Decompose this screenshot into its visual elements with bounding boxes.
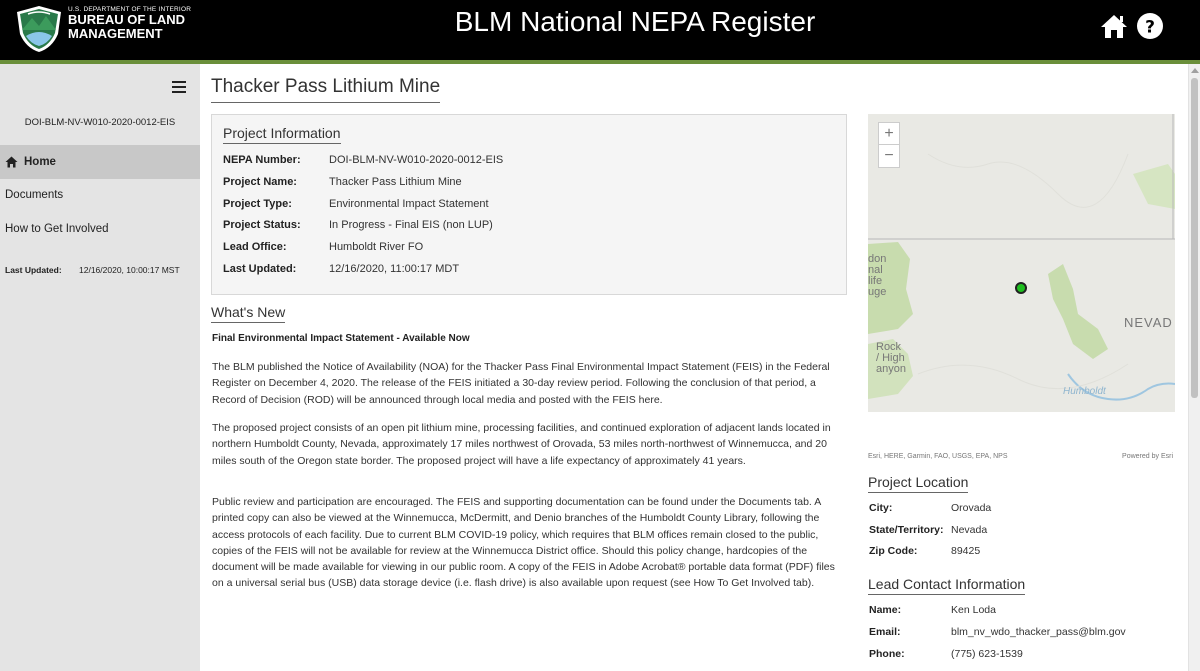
zoom-in-button[interactable]: + [879, 123, 899, 145]
whats-new-title: What's New [211, 304, 285, 323]
main-content [200, 64, 1188, 671]
sidebar-item-documents[interactable] [0, 178, 200, 212]
map-label: / High [876, 352, 905, 364]
agency-name-line1: BUREAU OF LAND [68, 12, 185, 27]
scrollbar-thumb[interactable] [1191, 78, 1198, 398]
sidebar-last-updated [5, 265, 180, 275]
contact-row-name [869, 604, 996, 616]
location-label: City: [869, 502, 893, 514]
location-label: State/Territory: [869, 524, 944, 536]
whats-new-paragraph: Public review and participation are encouraged. The FEIS and supporting documentation can be found under the Documents tab. A printed copy can also be viewed at the Winnemucca, McDermitt, and Denio branches of the Humboldt County Library, following the access protocols of each facility. Due to current BLM COVID-19 policy, which requires that BLM offices remain closed to the public, copies of the FEIS will not be available for review at the Winnemucca District office. Should this policy change, hardcopies of the document will be made available for viewing in our public room. A copy of the FEIS in Adobe Acrobat® portable data format (PDF) files on a universal serial bus (USB) data storage device (i.e. flash drive) is also available upon request (see How To Get Involved tab). [212, 496, 835, 590]
last-updated-value: 12/16/2020, 10:00:17 MST [79, 265, 180, 275]
project-location-title: Project Location [868, 474, 968, 493]
info-row-last-updated [223, 263, 459, 275]
scroll-up-arrow-icon[interactable] [1191, 68, 1199, 73]
page-scrollbar[interactable] [1188, 64, 1200, 671]
info-label: NEPA Number: [223, 154, 301, 166]
info-row-project-type [223, 198, 489, 210]
info-label: Project Name: [223, 176, 297, 188]
location-row-zip [869, 545, 980, 557]
info-row-lead-office [223, 241, 423, 253]
map-label: life [868, 275, 883, 287]
contact-email-link[interactable]: blm_nv_wdo_thacker_pass@blm.gov [951, 626, 1126, 638]
contact-value: (775) 623-1539 [951, 648, 1023, 660]
sidebar-project-id: DOI-BLM-NV-W010-2020-0012-EIS [24, 117, 176, 128]
map-attribution-sources: Esri, HERE, Garmin, FAO, USGS, EPA, NPS [868, 453, 1008, 460]
last-updated-label: Last Updated: [5, 265, 62, 275]
info-row-project-name [223, 176, 462, 188]
site-title: BLM National NEPA Register [454, 6, 816, 37]
location-value: 89425 [951, 545, 981, 557]
map-attribution [868, 453, 1173, 460]
info-value: Thacker Pass Lithium Mine [329, 176, 462, 188]
contact-row-email [869, 626, 1126, 638]
svg-text:?: ? [1145, 17, 1155, 38]
home-icon[interactable] [1100, 12, 1128, 40]
sidebar-item-label: Home [24, 156, 56, 168]
lead-contact-title: Lead Contact Information [868, 576, 1025, 595]
project-information-panel [211, 114, 847, 295]
map-label: anyon [876, 363, 906, 375]
contact-value: Ken Loda [951, 604, 996, 616]
info-value: Humboldt River FO [329, 241, 424, 253]
map-label: uge [868, 286, 887, 298]
location-value: Orovada [951, 502, 992, 514]
map-zoom-control [878, 122, 900, 168]
info-label: Project Status: [223, 219, 301, 231]
project-information-title: Project Information [223, 125, 341, 144]
project-map[interactable] [868, 114, 1175, 412]
header-icons [1100, 12, 1164, 40]
info-value: 12/16/2020, 11:00:17 MDT [329, 263, 460, 275]
location-value: Nevada [951, 524, 988, 536]
info-row-project-status [223, 219, 493, 231]
home-icon [5, 156, 18, 168]
sidebar [0, 64, 200, 671]
agency-dept: U.S. DEPARTMENT OF THE INTERIOR [68, 6, 192, 13]
whats-new-subtitle: Final Environmental Impact Statement - Available Now [212, 333, 470, 344]
map-terrain [868, 114, 1175, 412]
contact-label: Name: [869, 604, 902, 616]
info-value: In Progress - Final EIS (non LUP) [329, 219, 493, 231]
agency-name-line2: MANAGEMENT [68, 26, 163, 41]
location-label: Zip Code: [869, 545, 918, 557]
info-value: Environmental Impact Statement [329, 198, 489, 210]
whats-new-paragraph: The proposed project consists of an open pit lithium mine, processing facilities, and continued exploration of adjacent lands located in northern Humboldt County, Nevada, approximately 17 miles northwest of Orovada, 53 miles north-northwest of Winnemucca, and 20 miles south of the Oregon state border. The proposed project will have a life expectancy of approximately 41 years. [212, 422, 831, 467]
contact-label: Email: [869, 626, 901, 638]
info-value: DOI-BLM-NV-W010-2020-0012-EIS [329, 154, 504, 166]
location-row-state [869, 524, 987, 536]
sidebar-item-home[interactable] [0, 145, 200, 179]
help-icon[interactable] [1136, 12, 1164, 40]
top-header [0, 0, 1200, 60]
contact-label: Phone: [869, 648, 905, 660]
map-powered-by[interactable]: Powered by Esri [1122, 453, 1173, 460]
sidebar-item-label: How to Get Involved [5, 223, 109, 235]
info-row-nepa-number [223, 154, 503, 166]
menu-toggle-icon[interactable] [172, 81, 186, 93]
info-label: Lead Office: [223, 241, 287, 253]
zoom-out-button[interactable]: − [884, 147, 894, 164]
map-label: nal [868, 264, 883, 276]
location-row-city [869, 502, 991, 514]
map-label: Rock [876, 341, 902, 353]
project-location-marker[interactable] [1015, 282, 1027, 294]
sidebar-item-label: Documents [5, 189, 64, 201]
map-label-humboldt: Humboldt [1063, 386, 1106, 397]
map-label-nevada: NEVAD [1124, 315, 1173, 330]
whats-new-paragraph: The BLM published the Notice of Availability (NOA) for the Thacker Pass Final Environmental Impact Statement (FEIS) in the Federal Register on December 4, 2020. The release of the FEIS initiated a 30-day review period. Following the conclusion of that period, a Record of Decision (ROD) will be announced through local media and posted with the FEIS here. [212, 361, 830, 406]
contact-row-phone [869, 648, 1023, 660]
page-title: Thacker Pass Lithium Mine [211, 76, 440, 103]
info-label: Last Updated: [223, 263, 297, 275]
map-label: don [868, 253, 887, 265]
sidebar-item-how-to-get-involved[interactable] [0, 212, 200, 246]
info-label: Project Type: [223, 198, 292, 210]
